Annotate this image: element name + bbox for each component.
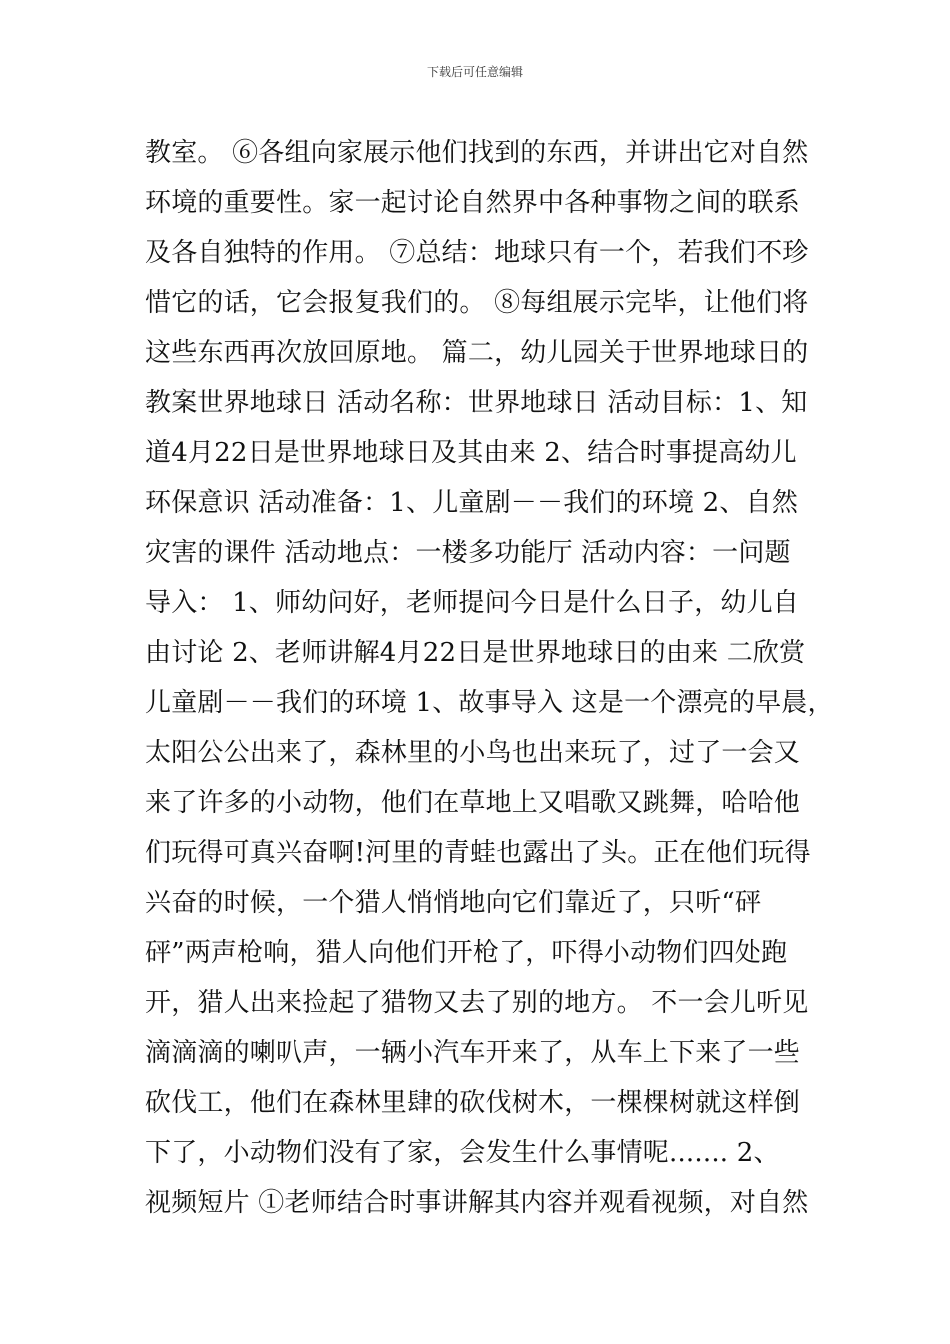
page-header-note: 下载后可任意编辑 [426,65,523,79]
text-line: 及各自独特的作用。 ⑦总结：地球只有一个，若我们不珍 [145,238,809,268]
text-line: 兴奋的时候，一个猎人悄悄地向它们靠近了，只听“砰 [145,888,762,918]
text-line: 们玩得可真兴奋啊!河里的青蛙也露出了头。正在他们玩得 [145,838,811,868]
text-line: 教案世界地球日 活动名称：世界地球日 活动目标：1、知 [145,388,808,418]
text-line: 太阳公公出来了，森林里的小鸟也出来玩了，过了一会又 [145,738,801,768]
text-line: 惜它的话，它会报复我们的。 ⑧每组展示完毕，让他们将 [145,288,809,318]
text-line: 滴滴滴的喇叭声，一辆小汽车开来了，从车上下来了一些 [145,1038,801,1068]
text-line: 下了，小动物们没有了家，会发生什么事情呢....... 2、 [145,1138,780,1168]
text-line: 由讨论 2、老师讲解4月22日是世界地球日的由来 二欣赏 [145,638,806,668]
text-line: 道4月22日是世界地球日及其由来 2、结合时事提高幼儿 [145,438,797,468]
document-body [145,128,834,1228]
text-line: 教室。 ⑥各组向家展示他们找到的东西，并讲出它对自然 [145,138,809,168]
text-line: 环保意识 活动准备：1、儿童剧－－我们的环境 2、自然 [145,488,799,518]
text-line: 来了许多的小动物，他们在草地上又唱歌又跳舞，哈哈他 [145,788,801,818]
text-line: 儿童剧－－我们的环境 1、故事导入 这是一个漂亮的早晨， [145,688,834,718]
text-line: 环境的重要性。家一起讨论自然界中各种事物之间的联系 [145,188,801,218]
text-line: 砍伐工，他们在森林里肆的砍伐树木，一棵棵树就这样倒 [145,1088,801,1118]
text-line: 视频短片 ①老师结合时事讲解其内容并观看视频，对自然 [145,1188,809,1218]
text-line: 这些东西再次放回原地。 篇二，幼儿园关于世界地球日的 [145,338,809,368]
text-line: 灾害的课件 活动地点：一楼多功能厅 活动内容：一问题 [145,538,791,568]
text-line: 砰”两声枪响，猎人向他们开枪了，吓得小动物们四处跑 [145,938,788,968]
text-line: 开，猎人出来捡起了猎物又去了别的地方。 不一会儿听见 [145,988,809,1018]
text-line: 导入： 1、师幼问好，老师提问今日是什么日子，幼儿自 [145,588,800,618]
